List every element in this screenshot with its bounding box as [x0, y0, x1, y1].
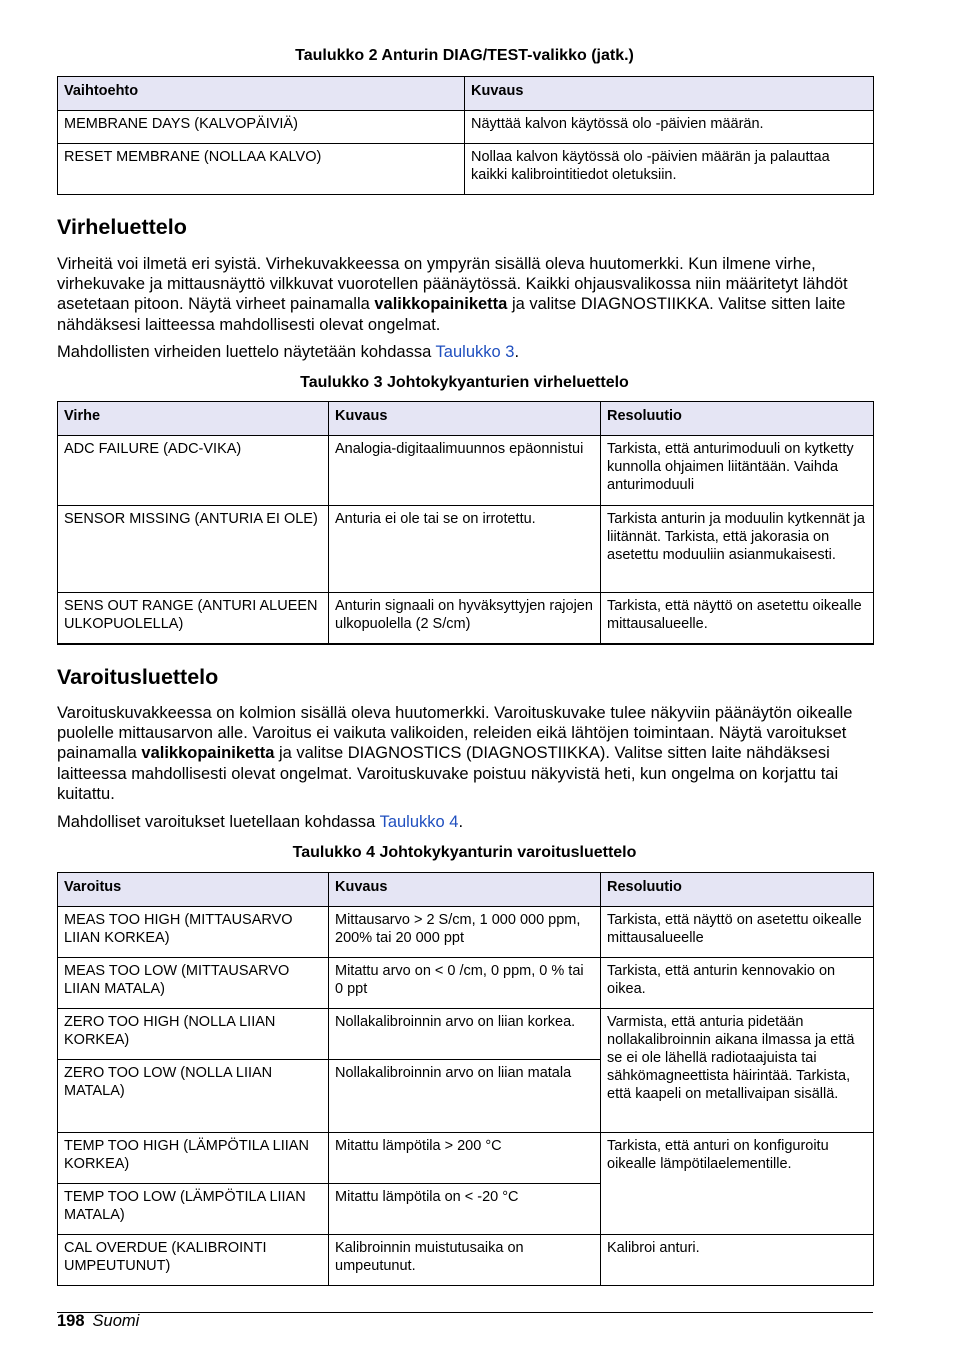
table-row — [58, 907, 874, 958]
table-cell: Mitattu lämpötila > 200 °C — [329, 1133, 601, 1184]
table-cell: Varmista, että anturia pidetään nollakalibroinnin aikana ilmassa ja että se ei ole lähellä radiotaajuista tai sähkömagneettista häirintää. Tarkista, että kaapeli on metallivaipan sisällä. — [601, 1009, 874, 1133]
warnings-paragraph — [57, 703, 873, 804]
text-run: . — [514, 343, 520, 361]
footer-language: Suomi — [92, 1312, 140, 1330]
header-cell: Resoluutio — [601, 873, 874, 907]
header-cell: Virhe — [58, 402, 329, 436]
table-cell: TEMP TOO HIGH (LÄMPÖTILA LIIAN KORKEA) — [58, 1133, 329, 1184]
header-cell: Kuvaus — [465, 77, 874, 111]
text-run: Varoituskuvakkeessa on kolmion sisällä oleva huutomerkki. Varoituskuvake tulee näkyviin päänäytön oikealle puolelle mittausarvon alle. Varoitus ei vaikuta valikoiden, releiden eikä lähtöjen toimintaan. Näytä varoitukset painamalla — [57, 704, 853, 763]
table3-caption: Taulukko 3 Johtokykyanturien virheluettelo — [300, 374, 629, 391]
table-cell: Tarkista, että anturi on konfiguroitu oikealle lämpötilaelementille. — [601, 1133, 874, 1235]
table2 — [57, 76, 874, 195]
text-run: Virheitä voi ilmetä eri syistä. Virhekuvakkeessa on ympyrän sisällä oleva huutomerkki. Kun ilmene virhe, virhekuvake ja mittausnäyttö vilkkuvat vuorotellen päänäytössä. Kaikki ohjausvalikossa niin määritetyt lähdöt asetetaan pitoon. Näytä virheet painamalla — [57, 255, 848, 314]
table-cell: Nollakalibroinnin arvo on liian korkea. — [329, 1009, 601, 1060]
text-run: ja valitse DIAGNOSTICS (DIAGNOSTIIKKA). Valitse sitten laite nähdäksesi laitteessa mahdollisesti olevat ongelmat. Varoituskuvake poistuu näkyvistä heti, kun ongelma on korjattu tai kuitattu. — [57, 744, 839, 803]
header-cell: Kuvaus — [329, 873, 601, 907]
bold-text: valikkopainiketta — [141, 744, 275, 763]
bold-text: valikkopainiketta — [374, 295, 508, 314]
table-cell: ZERO TOO HIGH (NOLLA LIIAN KORKEA) — [58, 1009, 329, 1060]
header-cell: Varoitus — [58, 873, 329, 907]
table-cell: Tarkista, että näyttö on asetettu oikealle mittausalueelle — [601, 907, 874, 958]
table-row — [58, 1133, 874, 1184]
table-cell: TEMP TOO LOW (LÄMPÖTILA LIIAN MATALA) — [58, 1184, 329, 1235]
header-cell: Resoluutio — [601, 402, 874, 436]
header-cell: Kuvaus — [329, 402, 601, 436]
warnings-reference — [57, 812, 873, 832]
text-run: . — [458, 813, 464, 831]
table-cell: MEAS TOO HIGH (MITTAUSARVO LIIAN KORKEA) — [58, 907, 329, 958]
table-cell: Tarkista anturin ja moduulin kytkennät ja liitännät. Tarkista, että jakorasia on asetettu moduuliin asianmukaisesti. — [601, 506, 874, 593]
text-run: ja valitse DIAGNOSTIIKKA. Valitse sitten laite nähdäksesi laitteessa mahdollisesti olevat ongelmat. — [57, 295, 846, 334]
table-cell: Kalibroi anturi. — [601, 1235, 874, 1286]
table-row — [58, 111, 874, 144]
table-cell: Kalibroinnin muistutusaika on umpeutunut. — [329, 1235, 601, 1286]
table-cell: ADC FAILURE (ADC-VIKA) — [58, 436, 329, 506]
table-cell: SENSOR MISSING (ANTURIA EI OLE) — [58, 506, 329, 593]
table-cell: Mitattu lämpötila on < -20 °C — [329, 1184, 601, 1235]
table-cell: Tarkista, että anturimoduuli on kytketty kunnolla ohjaimen liitäntään. Vaihda anturimoduuli — [601, 436, 874, 506]
header-cell: Vaihtoehto — [58, 77, 465, 111]
table-cell: Näyttää kalvon käytössä olo -päivien määrän. — [465, 111, 874, 144]
table-header-row — [58, 77, 874, 111]
table4 — [57, 872, 874, 1286]
table-cell: Nollaa kalvon käytössä olo -päivien määrän ja palauttaa kaikki kalibrointitiedot oletuksiin. — [465, 144, 874, 195]
table-cell: ZERO TOO LOW (NOLLA LIIAN MATALA) — [58, 1060, 329, 1133]
table-row — [58, 593, 874, 644]
table-cell: Analogia-digitaalimuunnos epäonnistui — [329, 436, 601, 506]
table-cell: RESET MEMBRANE (NOLLAA KALVO) — [58, 144, 465, 195]
page-number: 198 — [57, 1312, 85, 1330]
footer-divider — [57, 1312, 873, 1313]
page-footer — [57, 1312, 139, 1331]
table-cell: Anturin signaali on hyväksyttyjen rajojen ulkopuolella (2 S/cm) — [329, 593, 601, 644]
table-header-row — [58, 873, 874, 907]
table4-link[interactable]: Taulukko 4 — [379, 813, 459, 831]
table-row — [58, 1235, 874, 1286]
table-cell: Nollakalibroinnin arvo on liian matala — [329, 1060, 601, 1133]
table-row — [58, 436, 874, 506]
errors-reference — [57, 342, 873, 362]
table-row — [58, 506, 874, 593]
table-cell: Tarkista, että anturin kennovakio on oikea. — [601, 958, 874, 1009]
warnings-heading: Varoitusluettelo — [57, 665, 219, 689]
errors-paragraph — [57, 254, 873, 335]
table3-link[interactable]: Taulukko 3 — [435, 343, 515, 361]
table-cell: MEMBRANE DAYS (KALVOPÄIVIÄ) — [58, 111, 465, 144]
table-cell: Mittausarvo > 2 S/cm, 1 000 000 ppm, 200% tai 20 000 ppt — [329, 907, 601, 958]
table-cell: Tarkista, että näyttö on asetettu oikealle mittausalueelle. — [601, 593, 874, 644]
table-cell: Mitattu arvo on < 0 /cm, 0 ppm, 0 % tai 0 ppt — [329, 958, 601, 1009]
table-cell: CAL OVERDUE (KALIBROINTI UMPEUTUNUT) — [58, 1235, 329, 1286]
table2-caption: Taulukko 2 Anturin DIAG/TEST-valikko (jatk.) — [295, 47, 634, 64]
table-cell: SENS OUT RANGE (ANTURI ALUEEN ULKOPUOLELLA) — [58, 593, 329, 644]
text-run: Mahdollisten virheiden luettelo näytetään kohdassa — [57, 343, 436, 361]
table-cell: MEAS TOO LOW (MITTAUSARVO LIIAN MATALA) — [58, 958, 329, 1009]
table-cell: Anturia ei ole tai se on irrotettu. — [329, 506, 601, 593]
table-row — [58, 1009, 874, 1060]
errors-heading: Virheluettelo — [57, 215, 187, 239]
table-row — [58, 958, 874, 1009]
table-header-row — [58, 402, 874, 436]
text-run: Mahdolliset varoitukset luetellaan kohdassa — [57, 813, 380, 831]
table4-caption: Taulukko 4 Johtokykyanturin varoitusluettelo — [292, 844, 637, 861]
table-row — [58, 144, 874, 195]
table3 — [57, 401, 874, 645]
